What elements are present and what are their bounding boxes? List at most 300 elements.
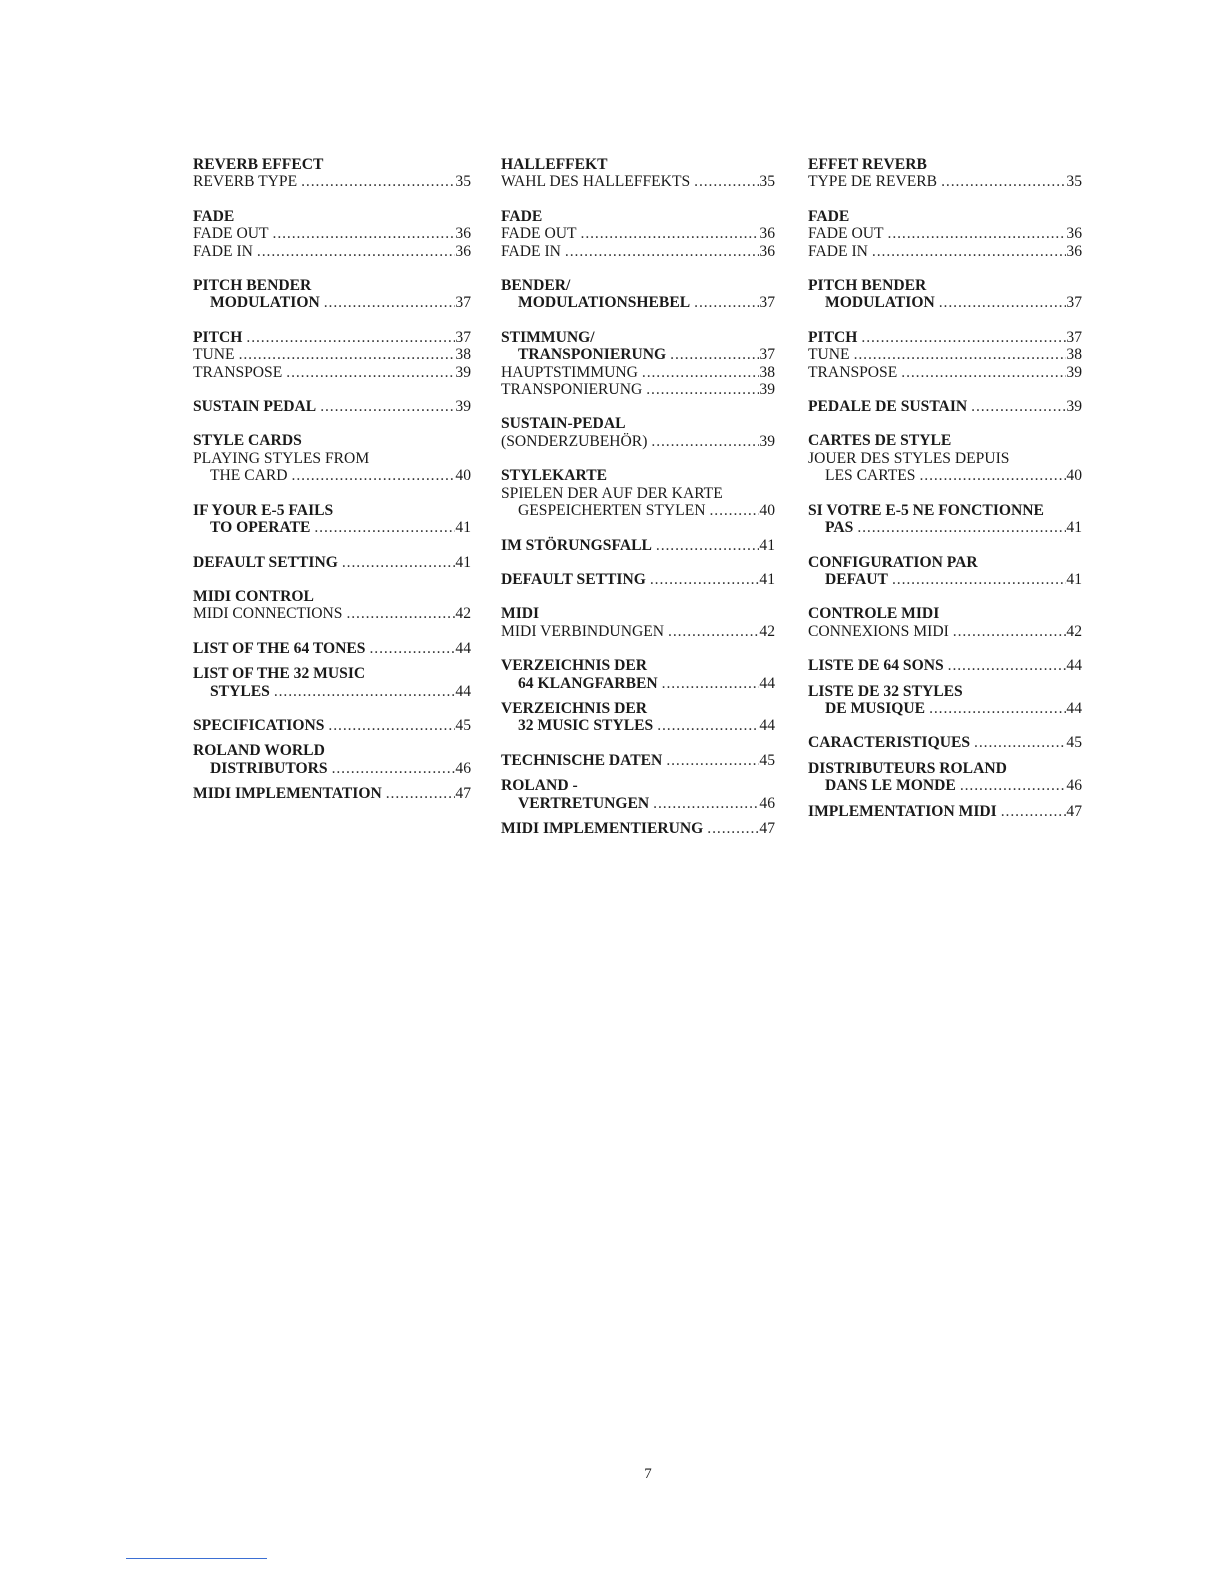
- toc-entry: [808, 519, 1082, 536]
- toc-section: [501, 277, 775, 312]
- dot-leader: [270, 683, 456, 700]
- toc-heading: [193, 432, 471, 449]
- toc-entry: [808, 734, 1082, 751]
- toc-section: [501, 208, 775, 260]
- toc-entry-title: ROLAND -: [501, 777, 578, 795]
- toc-entry-title: VERZEICHNIS DER: [501, 657, 648, 675]
- toc-entry-title: LES CARTES: [825, 467, 916, 485]
- toc-page-number: 37: [1066, 294, 1082, 312]
- toc-page-number: 39: [759, 432, 775, 450]
- footer-rule: [126, 1558, 267, 1559]
- toc-entry-title: LISTE DE 32 STYLES: [808, 682, 963, 700]
- toc-entry-title: DISTRIBUTEURS ROLAND: [808, 759, 1007, 777]
- toc-entry-title: FADE: [808, 207, 850, 225]
- toc-heading: [501, 208, 775, 225]
- toc-entry-title: IF YOUR E-5 FAILS: [193, 501, 334, 519]
- toc-entry: [193, 760, 471, 777]
- toc-heading: [193, 450, 471, 467]
- toc-column-german: [501, 156, 775, 837]
- toc-section: [501, 156, 775, 191]
- toc-heading: [193, 742, 471, 759]
- toc-entry-title: PEDALE DE SUSTAIN: [808, 398, 968, 416]
- toc-section: [808, 605, 1082, 640]
- toc-page-number: 36: [759, 242, 775, 260]
- toc-page-number: 36: [455, 225, 471, 243]
- toc-entry-title: FADE OUT: [193, 225, 269, 243]
- toc-entry-title: SUSTAIN PEDAL: [193, 398, 317, 416]
- toc-entry-title: TECHNISCHE DATEN: [501, 751, 663, 769]
- toc-entry-title: TUNE: [808, 346, 850, 364]
- toc-entry-title: VERTRETUNGEN: [518, 794, 650, 812]
- toc-page-number: 46: [759, 794, 775, 812]
- toc-heading: [501, 415, 775, 432]
- toc-page-number: 36: [1066, 225, 1082, 243]
- toc-entry-title: DEFAULT SETTING: [193, 553, 338, 571]
- toc-page-number: 41: [759, 536, 775, 554]
- toc-section: [808, 734, 1082, 751]
- toc-entry-title: (SONDERZUBEHÖR): [501, 432, 648, 450]
- toc-section: [193, 329, 471, 381]
- toc-page-number: 41: [1066, 519, 1082, 537]
- toc-entry: [501, 243, 775, 260]
- toc-entry-title: REVERB TYPE: [193, 173, 298, 191]
- toc-entry: [808, 623, 1082, 640]
- toc-section: [808, 502, 1082, 537]
- toc-entry-title: 32 MUSIC STYLES: [518, 717, 654, 735]
- toc-entry: [808, 398, 1082, 415]
- toc-entry-title: FADE OUT: [501, 225, 577, 243]
- dot-leader: [269, 225, 456, 242]
- toc-entry: [501, 537, 775, 554]
- toc-section: [501, 777, 775, 812]
- dot-leader: [647, 433, 759, 450]
- dot-leader: [235, 346, 456, 363]
- dot-leader: [915, 467, 1066, 484]
- dot-leader: [997, 803, 1067, 820]
- toc-heading: [808, 760, 1082, 777]
- toc-page-number: 46: [1066, 777, 1082, 795]
- toc-entry-title: FADE OUT: [808, 225, 884, 243]
- toc-section: [193, 554, 471, 571]
- toc-entry-title: BENDER/: [501, 277, 571, 295]
- toc-entry: [193, 605, 471, 622]
- toc-entry-title: JOUER DES STYLES DEPUIS: [808, 449, 1010, 467]
- toc-page-number: 37: [759, 294, 775, 312]
- toc-entry-title: TRANSPONIERUNG: [518, 346, 667, 364]
- dot-leader: [884, 225, 1067, 242]
- toc-entry-title: PLAYING STYLES FROM: [193, 449, 370, 467]
- toc-heading: [501, 467, 775, 484]
- dot-leader: [649, 795, 759, 812]
- toc-entry: [808, 173, 1082, 190]
- toc-entry: [501, 364, 775, 381]
- toc-entry-title: REVERB EFFECT: [193, 156, 324, 173]
- toc-page-number: 41: [455, 519, 471, 537]
- dot-leader: [662, 752, 759, 769]
- toc-entry: [193, 243, 471, 260]
- dot-leader: [956, 777, 1067, 794]
- toc-entry-title: IMPLEMENTATION MIDI: [808, 802, 997, 820]
- toc-entry-title: FADE IN: [808, 242, 868, 260]
- toc-entry-title: SI VOTRE E-5 NE FONCTIONNE: [808, 501, 1044, 519]
- toc-page-number: 42: [759, 622, 775, 640]
- toc-page-number: 37: [455, 294, 471, 312]
- toc-entry-title: WAHL DES HALLEFFEKTS: [501, 173, 691, 191]
- toc-entry-title: ROLAND WORLD: [193, 742, 325, 760]
- toc-page-number: 38: [759, 363, 775, 381]
- toc-page-number: 41: [1066, 570, 1082, 588]
- toc-page-number: 44: [759, 674, 775, 692]
- dot-leader: [690, 173, 759, 190]
- toc-section: [193, 432, 471, 484]
- toc-entry: [501, 173, 775, 190]
- toc-section: [193, 156, 471, 191]
- toc-entry: [193, 467, 471, 484]
- toc-section: [501, 752, 775, 769]
- toc-section: [193, 665, 471, 700]
- toc-entry-title: LIST OF THE 32 MUSIC: [193, 665, 366, 683]
- toc-entry: [193, 398, 471, 415]
- toc-section: [808, 803, 1082, 820]
- toc-section: [193, 398, 471, 415]
- toc-page-number: 36: [1066, 242, 1082, 260]
- toc-entry-title: TUNE: [193, 346, 235, 364]
- toc-heading: [808, 683, 1082, 700]
- toc-page-number: 37: [1066, 328, 1082, 346]
- dot-leader: [253, 243, 455, 260]
- toc-entry: [501, 294, 775, 311]
- toc-section: [808, 683, 1082, 718]
- toc-section: [501, 657, 775, 692]
- dot-leader: [652, 537, 760, 554]
- dot-leader: [850, 346, 1067, 363]
- dot-leader: [925, 700, 1066, 717]
- dot-leader: [242, 329, 455, 346]
- dot-leader: [949, 623, 1067, 640]
- toc-section: [808, 156, 1082, 191]
- toc-entry-title: CONFIGURATION PAR: [808, 553, 978, 571]
- toc-heading: [808, 277, 1082, 294]
- toc-page-number: 40: [455, 467, 471, 485]
- dot-leader: [646, 571, 760, 588]
- toc-entry-title: THE CARD: [210, 467, 288, 485]
- toc-entry-title: 64 KLANGFARBEN: [518, 674, 658, 692]
- toc-entry-title: LISTE DE 64 SONS: [808, 657, 944, 675]
- toc-entry-title: CARACTERISTIQUES: [808, 734, 971, 752]
- toc-page-number: 37: [455, 328, 471, 346]
- toc-page-number: 38: [1066, 346, 1082, 364]
- toc-entry-title: SUSTAIN-PEDAL: [501, 415, 626, 433]
- toc-section: [193, 588, 471, 623]
- toc-page-number: 39: [759, 381, 775, 399]
- toc-entry-title: CONNEXIONS MIDI: [808, 622, 949, 640]
- toc-entry-title: PITCH: [193, 328, 243, 346]
- toc-heading: [193, 502, 471, 519]
- toc-entry: [808, 329, 1082, 346]
- toc-entry-title: PAS: [825, 519, 854, 537]
- dot-leader: [944, 657, 1067, 674]
- toc-page-number: 44: [455, 682, 471, 700]
- toc-entry-title: PITCH BENDER: [808, 277, 927, 295]
- toc-entry-title: MIDI IMPLEMENTATION: [193, 785, 382, 803]
- toc-heading: [193, 156, 471, 173]
- toc-entry: [193, 554, 471, 571]
- toc-entry: [193, 785, 471, 802]
- toc-entry-title: HAUPTSTIMMUNG: [501, 363, 638, 381]
- toc-entry: [193, 329, 471, 346]
- toc-entry-title: FADE IN: [193, 242, 253, 260]
- dot-leader: [297, 173, 455, 190]
- toc-entry: [501, 675, 775, 692]
- toc-entry: [501, 381, 775, 398]
- toc-entry: [193, 364, 471, 381]
- toc-section: [501, 820, 775, 837]
- toc-entry: [193, 519, 471, 536]
- toc-entry-title: SPECIFICATIONS: [193, 716, 325, 734]
- toc-page-number: 37: [759, 346, 775, 364]
- toc-page-number: 47: [1066, 802, 1082, 820]
- toc-entry-title: FADE IN: [501, 242, 561, 260]
- toc-heading: [808, 208, 1082, 225]
- toc-entry-title: DEFAULT SETTING: [501, 570, 646, 588]
- page-number: 7: [644, 1466, 652, 1482]
- toc-entry-title: CONTROLE MIDI: [808, 605, 940, 623]
- toc-section: [501, 537, 775, 554]
- toc-entry-title: DANS LE MONDE: [825, 777, 956, 795]
- toc-section: [808, 760, 1082, 795]
- toc-heading: [808, 502, 1082, 519]
- toc-entry: [501, 623, 775, 640]
- toc-section: [193, 785, 471, 802]
- toc-entry: [501, 752, 775, 769]
- toc-page-number: 44: [1066, 657, 1082, 675]
- toc-column-french: [808, 156, 1082, 820]
- dot-leader: [310, 519, 455, 536]
- dot-leader: [853, 519, 1066, 536]
- toc-heading: [808, 554, 1082, 571]
- toc-entry-title: TYPE DE REVERB: [808, 173, 938, 191]
- toc-page-number: 35: [759, 173, 775, 191]
- dot-leader: [897, 364, 1066, 381]
- dot-leader: [638, 364, 760, 381]
- toc-page-number: 41: [759, 570, 775, 588]
- toc-section: [808, 208, 1082, 260]
- dot-leader: [365, 640, 455, 657]
- toc-heading: [501, 485, 775, 502]
- dot-leader: [382, 785, 456, 802]
- toc-page-number: 39: [1066, 363, 1082, 381]
- toc-entry: [808, 700, 1082, 717]
- toc-page-number: 40: [1066, 467, 1082, 485]
- toc-page-number: 46: [455, 759, 471, 777]
- toc-entry: [501, 820, 775, 837]
- toc-entry: [193, 173, 471, 190]
- dot-leader: [577, 225, 760, 242]
- toc-page-number: 47: [759, 819, 775, 837]
- dot-leader: [666, 346, 759, 363]
- toc-entry: [193, 683, 471, 700]
- toc-entry-title: STYLEKARTE: [501, 467, 608, 485]
- toc-page-number: 35: [1066, 173, 1082, 191]
- toc-entry: [193, 225, 471, 242]
- dot-leader: [690, 294, 759, 311]
- dot-leader: [316, 398, 455, 415]
- toc-entry-title: CARTES DE STYLE: [808, 432, 952, 450]
- toc-entry: [808, 571, 1082, 588]
- toc-heading: [501, 700, 775, 717]
- toc-entry: [808, 364, 1082, 381]
- toc-entry: [501, 795, 775, 812]
- dot-leader: [888, 571, 1066, 588]
- toc-entry-title: FADE: [501, 207, 543, 225]
- toc-entry-title: STIMMUNG/: [501, 328, 595, 346]
- toc-section: [501, 329, 775, 399]
- toc-entry-title: VERZEICHNIS DER: [501, 699, 648, 717]
- toc-heading: [501, 777, 775, 794]
- toc-page-number: 38: [455, 346, 471, 364]
- toc-entry: [501, 433, 775, 450]
- toc-section: [193, 742, 471, 777]
- toc-entry-title: TRANSPOSE: [193, 363, 283, 381]
- toc-entry-title: HALLEFFEKT: [501, 156, 608, 173]
- dot-leader: [857, 329, 1066, 346]
- toc-page-number: 35: [455, 173, 471, 191]
- toc-heading: [193, 665, 471, 682]
- toc-section: [808, 277, 1082, 312]
- toc-section: [808, 398, 1082, 415]
- toc-entry: [808, 294, 1082, 311]
- dot-leader: [935, 294, 1067, 311]
- toc-heading: [193, 208, 471, 225]
- toc-entry-title: EFFET REVERB: [808, 156, 927, 173]
- toc-entry-title: LIST OF THE 64 TONES: [193, 639, 366, 657]
- toc-entry: [501, 571, 775, 588]
- toc-entry: [808, 225, 1082, 242]
- toc-entry-title: MIDI CONTROL: [193, 587, 314, 605]
- dot-leader: [642, 381, 759, 398]
- toc-section: [501, 415, 775, 450]
- toc-entry: [501, 225, 775, 242]
- toc-section: [808, 329, 1082, 381]
- toc-page-number: 42: [1066, 622, 1082, 640]
- toc-entry: [808, 346, 1082, 363]
- toc-heading: [501, 329, 775, 346]
- toc-page-number: 39: [455, 363, 471, 381]
- toc-section: [193, 277, 471, 312]
- toc-entry-title: STYLES: [210, 682, 270, 700]
- toc-page-number: 42: [455, 605, 471, 623]
- dot-leader: [658, 675, 760, 692]
- toc-section: [193, 640, 471, 657]
- toc-heading: [808, 605, 1082, 622]
- dot-leader: [703, 820, 759, 837]
- toc-page-number: 47: [455, 785, 471, 803]
- toc-page-number: 44: [455, 639, 471, 657]
- toc-page-number: 36: [455, 242, 471, 260]
- toc-page-number: 39: [1066, 398, 1082, 416]
- dot-leader: [868, 243, 1066, 260]
- toc-entry: [501, 346, 775, 363]
- toc-heading: [193, 277, 471, 294]
- toc-section: [808, 432, 1082, 484]
- toc-heading: [501, 605, 775, 622]
- toc-page-number: 45: [455, 716, 471, 734]
- toc-section: [501, 605, 775, 640]
- toc-column-english: [193, 156, 471, 803]
- toc-section: [808, 554, 1082, 589]
- toc-page-number: 36: [759, 225, 775, 243]
- dot-leader: [342, 605, 455, 622]
- toc-section: [193, 208, 471, 260]
- dot-leader: [705, 502, 759, 519]
- toc-entry-title: MIDI: [501, 605, 540, 623]
- dot-leader: [937, 173, 1066, 190]
- toc-entry: [808, 467, 1082, 484]
- dot-leader: [653, 717, 759, 734]
- dot-leader: [282, 364, 455, 381]
- toc-entry-title: MIDI IMPLEMENTIERUNG: [501, 819, 704, 837]
- toc-page-number: 44: [1066, 699, 1082, 717]
- dot-leader: [561, 243, 759, 260]
- toc-entry-title: DEFAUT: [825, 570, 888, 588]
- dot-leader: [338, 554, 456, 571]
- toc-page-number: 45: [1066, 734, 1082, 752]
- toc-section: [501, 700, 775, 735]
- toc-entry-title: TRANSPOSE: [808, 363, 898, 381]
- toc-entry: [193, 717, 471, 734]
- toc-entry-title: GESPEICHERTEN STYLEN: [518, 502, 706, 520]
- toc-heading: [193, 588, 471, 605]
- toc-section: [193, 502, 471, 537]
- dot-leader: [664, 623, 759, 640]
- toc-page-number: 44: [759, 717, 775, 735]
- toc-entry-title: DISTRIBUTORS: [210, 759, 328, 777]
- toc-entry-title: TRANSPONIERUNG: [501, 381, 643, 399]
- toc-section: [501, 467, 775, 519]
- toc-entry-title: MIDI VERBINDUNGEN: [501, 622, 665, 640]
- toc-entry-title: FADE: [193, 207, 235, 225]
- toc-entry-title: DE MUSIQUE: [825, 699, 926, 717]
- dot-leader: [328, 760, 456, 777]
- toc-entry: [808, 243, 1082, 260]
- toc-page-number: 45: [759, 751, 775, 769]
- toc-heading: [808, 432, 1082, 449]
- toc-entry: [808, 657, 1082, 674]
- toc-entry-title: IM STÖRUNGSFALL: [501, 536, 652, 554]
- toc-entry-title: STYLE CARDS: [193, 432, 302, 450]
- toc-entry-title: PITCH: [808, 328, 858, 346]
- toc-heading: [808, 450, 1082, 467]
- toc-entry: [501, 717, 775, 734]
- toc-entry: [193, 640, 471, 657]
- toc-entry: [808, 777, 1082, 794]
- toc-section: [193, 717, 471, 734]
- toc-section: [808, 657, 1082, 674]
- toc-page-number: 40: [759, 502, 775, 520]
- toc-entry: [193, 294, 471, 311]
- toc-page-number: 41: [455, 553, 471, 571]
- toc-entry-title: MODULATION: [825, 294, 935, 312]
- dot-leader: [967, 398, 1066, 415]
- toc-heading: [501, 156, 775, 173]
- toc-entry: [193, 346, 471, 363]
- toc-heading: [501, 657, 775, 674]
- toc-entry-title: TO OPERATE: [210, 519, 311, 537]
- toc-entry-title: SPIELEN DER AUF DER KARTE: [501, 484, 723, 502]
- toc-entry-title: MIDI CONNECTIONS: [193, 605, 343, 623]
- toc-entry-title: PITCH BENDER: [193, 277, 312, 295]
- dot-leader: [970, 734, 1066, 751]
